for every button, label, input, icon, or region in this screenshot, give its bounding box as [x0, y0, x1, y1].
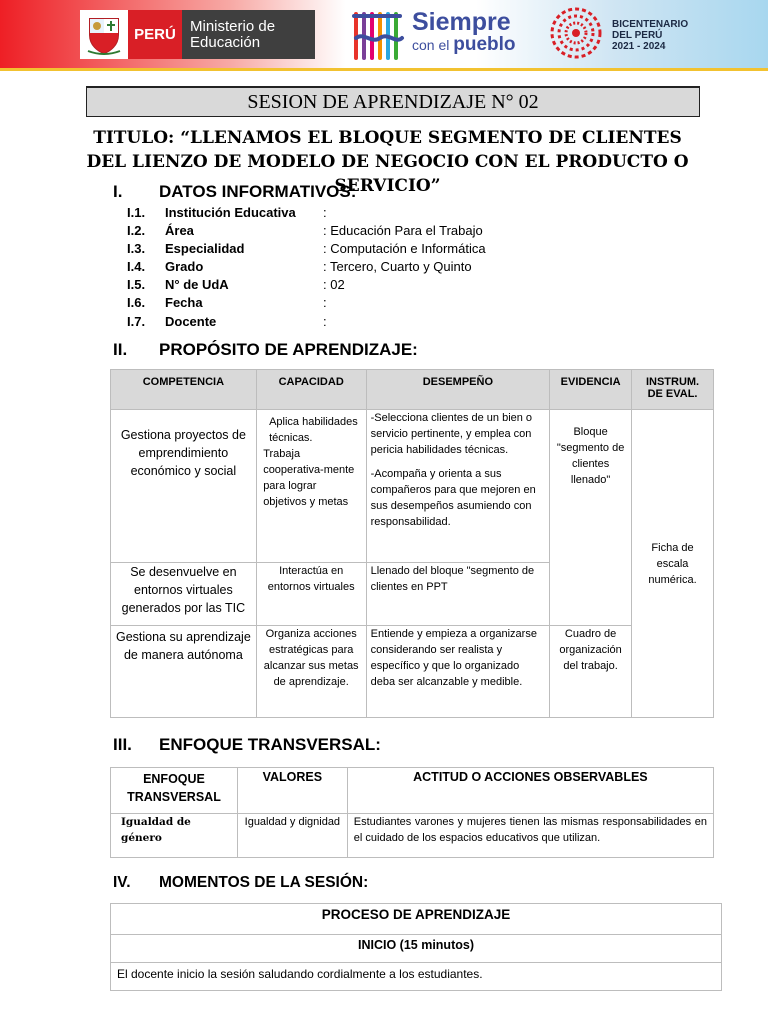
enfoque-table: [110, 767, 714, 858]
datos-value: : Computación e Informática: [323, 241, 486, 257]
bicentenario-emblem-icon: [548, 5, 604, 66]
bicentenario-line2: DEL PERÚ: [612, 29, 663, 41]
th-valores: VALORES: [237, 768, 347, 814]
table-header-row: [111, 370, 714, 410]
datos-value: :: [323, 205, 327, 220]
competencia-cell: Se desenvuelve en entornos virtuales generados por las TIC: [111, 563, 257, 626]
section-enfoque-heading: [113, 735, 381, 755]
actitud-cell: Estudiantes varones y mujeres tienen las mismas responsabilidades en el cuidado de los espacios educativos que utilizan.: [347, 814, 713, 858]
peru-label: PERÚ: [128, 10, 182, 59]
datos-row: [127, 241, 486, 259]
datos-row: [127, 314, 486, 332]
competencia-cell: Gestiona proyectos de emprendimiento económico y social: [111, 410, 257, 563]
datos-value: : 02: [323, 277, 345, 293]
datos-key: Área: [165, 223, 194, 239]
section-momentos-heading: [113, 874, 368, 892]
datos-value: : Tercero, Cuarto y Quinto: [323, 259, 472, 275]
datos-row: [127, 259, 486, 277]
inicio-cell: INICIO (15 minutos): [111, 935, 722, 963]
evidencia-cell: Cuadro de organización del trabajo.: [550, 626, 632, 718]
section-title: PROPÓSITO DE APRENDIZAJE:: [159, 340, 418, 359]
bicentenario-years: 2021 - 2024: [612, 40, 666, 52]
proceso-cell: PROCESO DE APRENDIZAJE: [111, 904, 722, 935]
table-row: [111, 963, 722, 991]
table-row: [111, 626, 714, 718]
section-number: IV.: [113, 874, 131, 891]
datos-num: I.4.: [127, 259, 146, 275]
th-instrumento-label: INSTRUM. DE EVAL.: [645, 376, 700, 400]
datos-num: I.6.: [127, 295, 146, 311]
siempre-title: Siempre: [412, 8, 511, 36]
section-title: ENFOQUE TRANSVERSAL:: [159, 735, 381, 754]
competencia-cell: Gestiona su aprendizaje de manera autónoma: [111, 626, 257, 718]
ministry-label: Ministerio de Educación: [182, 10, 315, 59]
datos-key: Especialidad: [165, 241, 245, 257]
table-row: [111, 935, 722, 963]
datos-key: Fecha: [165, 295, 203, 311]
section-datos-heading: [113, 182, 356, 202]
datos-value: :: [323, 313, 327, 329]
siempre-logo: [350, 8, 520, 64]
th-capacidad: CAPACIDAD: [256, 370, 366, 410]
datos-key: Docente: [165, 313, 217, 329]
datos-key: N° de UdA: [165, 277, 229, 293]
header-banner: [0, 0, 768, 71]
section-number: I.: [113, 182, 123, 201]
enfoque-cell: Igualdad de género: [111, 814, 238, 858]
list-item: [257, 414, 362, 446]
datos-num: I.2.: [127, 223, 146, 239]
minedu-logo: [80, 10, 315, 59]
datos-row: [127, 223, 486, 241]
valores-cell: Igualdad y dignidad: [237, 814, 347, 858]
table-row: [111, 814, 714, 858]
datos-num: I.7.: [127, 313, 146, 329]
capacidad-cell: Organiza acciones estratégicas para alcanzar sus metas de aprendizaje.: [256, 626, 366, 718]
capacidad-cell: [256, 410, 366, 563]
proposito-table: [110, 369, 714, 718]
datos-row: [127, 277, 486, 295]
session-title: SESION DE APRENDIZAJE N° 02: [86, 86, 700, 117]
datos-key: Institución Educativa: [165, 205, 296, 220]
capacidad-cell: Interactúa en entornos virtuales: [256, 563, 366, 626]
th-competencia: COMPETENCIA: [111, 370, 257, 410]
table-header-row: [111, 768, 714, 814]
desempeno-text: -Acompaña y orienta a sus compañeros para que mejoren en sus desempeños asumiendo con responsabilidad.: [370, 468, 536, 528]
siempre-sub-prefix: con el: [412, 37, 450, 53]
capacidad-text: Aplica habilidades técnicas.: [269, 416, 358, 444]
th-enfoque: ENFOQUE TRANSVERSAL: [111, 768, 238, 814]
datos-row: [127, 205, 486, 223]
datos-row: [127, 295, 486, 313]
desempeno-text: -Selecciona clientes de un bien o servicio pertinente, y emplea con pericia habilidades técnicas.: [370, 412, 533, 456]
th-evidencia: EVIDENCIA: [550, 370, 632, 410]
desempeno-cell: Entiende y empieza a organizarse considerando ser realista y específico y que lo organizado deba ser alcanzable y medible.: [366, 626, 550, 718]
section-number: III.: [113, 735, 132, 754]
section-proposito-heading: [113, 340, 418, 360]
table-row: [111, 410, 714, 563]
instrumento-cell: Ficha de escala numérica.: [632, 410, 714, 718]
th-actitud: ACTITUD O ACCIONES OBSERVABLES: [347, 768, 713, 814]
list-item: [257, 446, 362, 510]
th-instrumento: [632, 370, 714, 410]
capacidad-text: Trabaja cooperativa-mente para lograr objetivos y metas: [263, 448, 355, 508]
datos-num: I.1.: [127, 205, 146, 220]
momento-text: El docente inicio la sesión saludando cordialmente a los estudiantes.: [117, 967, 483, 981]
momentos-table: [110, 903, 722, 991]
datos-num: I.3.: [127, 241, 146, 257]
th-desempeno: DESEMPEÑO: [366, 370, 550, 410]
section-number: II.: [113, 340, 128, 359]
momento-item: [111, 963, 722, 991]
desempeno-cell: [366, 410, 550, 563]
datos-informativos: [127, 205, 486, 332]
bicentenario-line1: BICENTENARIO: [612, 18, 689, 30]
table-row: [111, 904, 722, 935]
bicentenario-logo: [548, 7, 748, 63]
peru-shield-icon: [80, 10, 128, 59]
siempre-sub: pueblo: [453, 34, 516, 55]
datos-value: : Educación Para el Trabajo: [323, 223, 483, 239]
datos-key: Grado: [165, 259, 204, 275]
datos-value: :: [323, 295, 327, 311]
page-title: TITULO: “LLENAMOS EL BLOQUE SEGMENTO DE CLIENTES DEL LIENZO DE MODELO DE NEGOCIO CON EL PRODUCTO O SERVICIO”: [86, 128, 689, 196]
bullet-icon: [257, 414, 269, 446]
people-icon: [350, 8, 408, 64]
evidencia-cell: Bloque "segmento de clientes llenado": [550, 410, 632, 626]
desempeno-cell: Llenado del bloque "segmento de clientes en PPT: [366, 563, 550, 626]
datos-num: I.5.: [127, 277, 146, 293]
section-title: DATOS INFORMATIVOS:: [159, 182, 357, 201]
section-title: MOMENTOS DE LA SESIÓN:: [159, 874, 369, 891]
